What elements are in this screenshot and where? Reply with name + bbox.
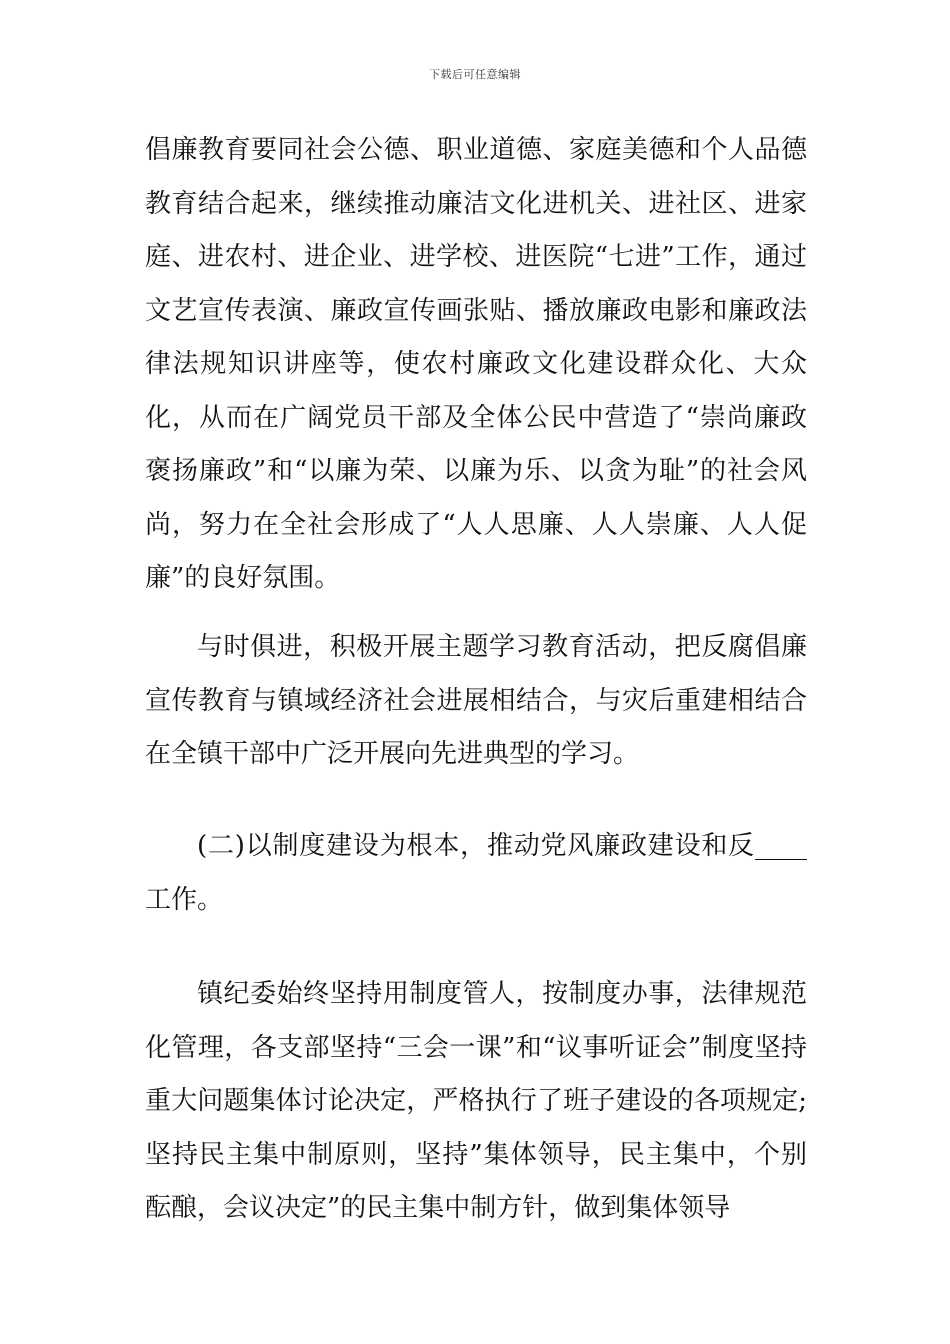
page-header: 下载后可任意编辑 <box>429 68 521 81</box>
paragraph-4: 镇纪委始终坚持用制度管人，按制度办事，法律规范化管理，各支部坚持“三会一课”和“议事听证会”制度坚持重大问题集体讨论决定，严格执行了班子建设的各项规定;坚持民主集中制原则，坚持”集体领导，民主集中，个别酝酿，会议决定”的民主集中制方针，做到集体领导 <box>145 979 807 1223</box>
paragraph-2: 与时俱进，积极开展主题学习教育活动，把反腐倡廉宣传教育与镇域经济社会进展相结合，与灾后重建相结合在全镇干部中广泛开展向先进典型的学习。 <box>145 632 807 769</box>
paragraph-1: 倡廉教育要同社会公德、职业道德、家庭美德和个人品德教育结合起来，继续推动廉洁文化进机关、进社区、进家庭、进农村、进企业、进学校、进医院“七进”工作，通过文艺宣传表演、廉政宣传画张贴、播放廉政电影和廉政法律法规知识讲座等，使农村廉政文化建设群众化、大众化，从而在广阔党员干部及全体公民中营造了“崇尚廉政褒扬廉政”和“以廉为荣、以廉为乐、以贪为耻”的社会风尚，努力在全社会形成了“人人思廉、人人崇廉、人人促廉”的良好氛围。 <box>145 135 807 593</box>
paragraph-3-heading: (二)以制度建设为根本，推动党风廉政建设和反____工作。 <box>145 831 807 915</box>
